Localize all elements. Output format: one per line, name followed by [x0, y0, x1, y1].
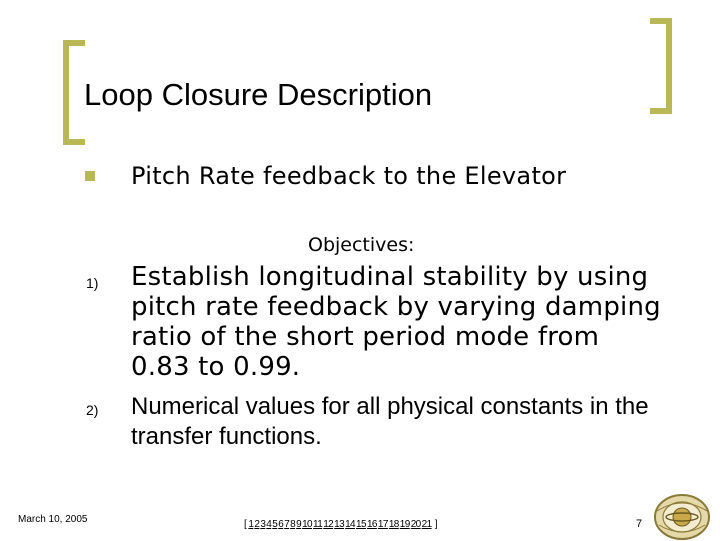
nav-link-2[interactable]: 2: [254, 519, 260, 530]
nav-close-bracket: ]: [434, 519, 437, 530]
slide-navigation: [244, 519, 437, 530]
nav-link-15[interactable]: 15: [356, 519, 366, 530]
nav-link-1[interactable]: 1: [248, 519, 254, 530]
nav-links: [248, 519, 432, 530]
title-left-bracket: [63, 40, 85, 145]
nav-link-19[interactable]: 19: [399, 519, 410, 530]
nav-link-21[interactable]: 21: [421, 519, 432, 530]
nav-link-9[interactable]: 9: [296, 519, 302, 530]
nav-link-11[interactable]: 11: [313, 519, 323, 530]
nav-link-7[interactable]: 7: [284, 519, 290, 530]
nav-link-4[interactable]: 4: [266, 519, 272, 530]
nav-link-10[interactable]: 10: [302, 519, 313, 530]
square-bullet-icon: [85, 171, 95, 181]
objective-item-2: Numerical values for all physical constants in the transfer functions.: [131, 393, 649, 450]
nav-link-13[interactable]: 13: [334, 519, 345, 530]
nav-link-18[interactable]: 18: [388, 519, 399, 530]
nav-link-17[interactable]: 17: [377, 519, 388, 530]
page-number: 7: [636, 518, 643, 530]
item-number-2: 2): [86, 402, 99, 418]
nav-link-6[interactable]: 6: [278, 519, 284, 530]
nav-link-20[interactable]: 20: [410, 519, 421, 530]
title-right-bracket: [650, 18, 672, 114]
nav-link-3[interactable]: 3: [260, 519, 266, 530]
item-number-1: 1): [86, 275, 99, 291]
objectives-heading: Objectives:: [308, 234, 415, 256]
slide-title: Loop Closure Description: [84, 77, 433, 112]
nav-link-14[interactable]: 14: [345, 519, 356, 530]
bullet-text: Pitch Rate feedback to the Elevator: [131, 162, 567, 190]
nav-link-16[interactable]: 16: [366, 519, 377, 530]
university-seal-logo: [651, 491, 713, 541]
nav-link-12[interactable]: 12: [323, 519, 334, 530]
objective-item-1: Establish longitudinal stability by using pitch rate feedback by varying damping ratio of the short period mode from 0.83 to 0.99.: [131, 262, 661, 382]
nav-open-bracket: [: [244, 519, 247, 530]
nav-link-8[interactable]: 8: [290, 519, 296, 530]
footer-date: March 10, 2005: [18, 514, 88, 525]
nav-link-5[interactable]: 5: [272, 519, 278, 530]
